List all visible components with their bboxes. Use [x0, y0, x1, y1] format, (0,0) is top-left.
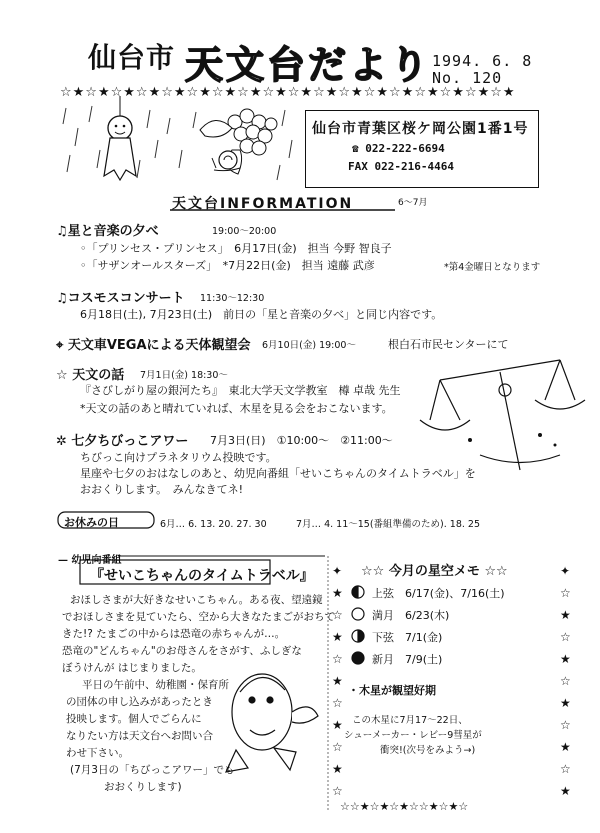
memo-title-text: 今月の星空メモ [388, 564, 480, 579]
kids-body-line: わせ下さい。 [66, 747, 129, 759]
kids-body-line: 恐竜の"どんちゃん"のお母さんをさがす、ふしぎな [62, 645, 302, 657]
memo-note2: シューメーカー・レビー9彗星が [344, 730, 482, 741]
stars-music-line1: ◦「プリンセス・プリンセス」 6月17日(金) 担当 今野 智良子 [80, 242, 392, 255]
tanabata-time: 7月3日(日) ①10:00～ ②11:00～ [210, 434, 393, 447]
phase-full-moon [372, 607, 449, 623]
issue-date: 1994. 6. 8 [432, 52, 533, 70]
info-range: 6～7月 [398, 198, 428, 208]
vega-title-text: 天文車VEGAによる天体観望会 [67, 338, 251, 353]
kids-body-line: ぼうけんが はじまりました。 [62, 662, 202, 674]
phase-date: 6/17(金)、7/16(土) [405, 587, 505, 600]
kids-label: — 幼児向番組 [58, 555, 122, 566]
memo-star-border-right: ✦ ☆ ★ ☆ ★ ☆ ★ ☆ ★ ☆ ★ [560, 564, 571, 798]
address-line: 仙台市青葉区桜ケ岡公園1番1号 [312, 121, 529, 137]
kids-body-line: おおくりします) [104, 781, 182, 793]
shooting-star-icon: ☆ [56, 368, 73, 383]
header-title: 天文台だより [185, 43, 432, 87]
tanabata-line3: おおくりします。 みんなきてネ! [80, 483, 244, 496]
talk-line1: 『さびしがり屋の銀河たち』 東北大学天文学教室 樽 卓哉 先生 [80, 384, 401, 397]
holiday-july: 7月… 4. 11～15(番組準備のため). 18. 25 [296, 519, 480, 530]
kids-body-line: 平日の午前中、幼稚園・保育所 [82, 679, 229, 691]
phase-name: 上弦 [372, 587, 394, 600]
phase-date: 7/9(土) [405, 653, 443, 666]
header-city: 仙台市 [88, 41, 176, 74]
phase-first-quarter [372, 585, 505, 601]
kids-body-line: 投映します。個人でごらんに [66, 713, 202, 725]
cosmos-title: ♫コスモスコンサート [56, 291, 185, 306]
stars-music-line2: ◦「サザンオールスターズ」 *7月22日(金) 担当 遠藤 武彦 [80, 259, 375, 272]
phase-name: 下弦 [372, 631, 394, 644]
phone-value: 022-222-6694 [365, 142, 445, 155]
sparkle-icon: ✲ [56, 434, 72, 449]
tanabata-title-text: 七夕ちびっこアワー [71, 434, 189, 449]
memo-title: ☆☆ 今月の星空メモ ☆☆ [361, 564, 508, 579]
fax-number: FAX 022-216-4464 [348, 160, 454, 173]
kids-body-line: きた!? たまごの中からは恐竜の赤ちゃんが…。 [62, 628, 286, 640]
info-heading: 天文台INFORMATION [172, 196, 354, 212]
tanabata-line2: 星座や七夕のおはなしのあと、幼児向番組「せいこちゃんのタイムトラベル」を [80, 467, 476, 480]
issue-number: No. 120 [432, 69, 503, 87]
kids-body-line: (7月3日の「ちびっこアワー」でも [70, 764, 235, 776]
kids-body-line: の団体の申し込みがあったとき [66, 696, 213, 708]
cosmos-time: 11:30～12:30 [200, 293, 265, 304]
memo-star-border-left: ✦ ★ ☆ ★ ☆ ★ ☆ ★ ☆ ★ ☆ [332, 564, 343, 798]
talk-line2: *天文の話のあと晴れていれば、木星を見る会をおこないます。 [80, 402, 393, 415]
vega-time: 6月10日(金) 19:00～ [262, 340, 356, 351]
memo-note1: この木星に7月17～22日、 [352, 715, 468, 726]
kids-body-line: なりたい方は天文台へお問い合 [66, 730, 213, 742]
holiday-june: 6月… 6. 13. 20. 27. 30 [160, 519, 267, 530]
star-border-top: ☆★☆★☆★☆★☆★☆★☆★☆★☆★☆★☆★☆★☆★☆★☆★☆★☆★☆★ [60, 85, 516, 100]
phase-date: 6/23(木) [405, 609, 450, 622]
memo-star-border-bottom: ☆☆★☆★☆★☆☆★☆★☆ [340, 800, 469, 813]
cosmos-line1: 6月18日(土), 7月23日(土) 前日の「星と音楽の夕べ」と同じ内容です。 [80, 308, 443, 321]
holiday-label: お休みの日 [64, 516, 119, 529]
phone-number: ☎ 022-222-6694 [352, 142, 445, 155]
talk-title [56, 364, 124, 383]
tanabata-line1: ちびっこ向けプラネタリウム投映です。 [80, 451, 277, 464]
vega-place: 根白石市民センターにて [388, 338, 509, 351]
phase-date: 7/1(金) [405, 631, 443, 644]
talk-title-text: 天文の話 [72, 368, 125, 383]
kids-body-line: おほしさまが大好きなせいこちゃん。ある夜、望遠鏡 [70, 594, 323, 606]
memo-note3: 衝突!(次号をみよう→) [380, 745, 476, 756]
tanabata-title [56, 430, 188, 449]
talk-time: 7月1日(金) 18:30～ [140, 370, 228, 381]
phase-new-moon [372, 651, 442, 667]
vega-title [56, 334, 251, 353]
stars-music-time: 19:00～20:00 [212, 226, 277, 237]
phase-last-quarter [372, 629, 442, 645]
telescope-icon: ⌖ [56, 338, 68, 353]
kids-label-text: 幼児向番組 [71, 555, 122, 566]
jupiter-note: ・木星が観望好期 [348, 684, 436, 697]
phase-name: 新月 [372, 653, 394, 666]
phase-name: 満月 [372, 609, 394, 622]
stars-music-note: *第4金曜日となります [444, 262, 541, 273]
kids-body-line: でおほしさまを見ていたら、空から大きなたまごがおちて [62, 611, 335, 623]
kids-title: 『せいこちゃんのタイムトラベル』 [90, 568, 314, 584]
stars-music-title: ♫星と音楽の夕べ [56, 224, 159, 239]
